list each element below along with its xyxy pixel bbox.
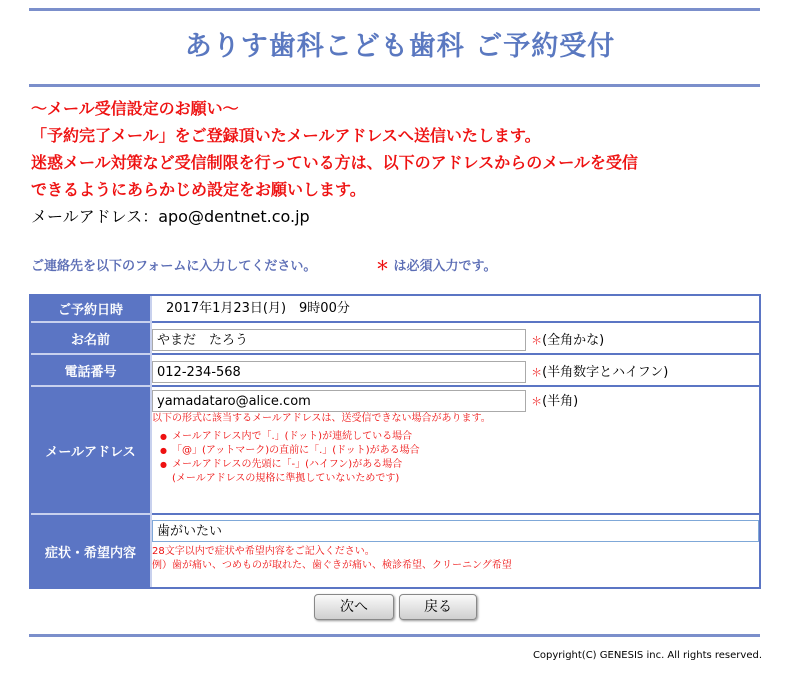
symptom-input[interactable]: 歯がいたい [152, 520, 759, 542]
email-warning-item: ● メールアドレス内で「.」(ドット)が連続している場合 [172, 430, 759, 444]
date-value: 2017年1月23日(月) 9時00分 [166, 301, 350, 316]
required-note [376, 255, 497, 274]
title-rule [29, 84, 760, 87]
notice-line-1: 「予約完了メール」をご登録頂いたメールアドレスへ送信いたします。 [31, 126, 541, 145]
name-label: お名前 [31, 323, 152, 355]
notice-line-3: できるようにあらかじめ設定をお願いします。 [31, 180, 366, 199]
symptom-hint: 28文字以内で症状や希望内容をご記入ください。 [152, 546, 375, 557]
row-date [31, 296, 759, 323]
email-warning-footnote: (メールアドレスの規格に準拠していないためです) [172, 473, 400, 484]
email-label: メールアドレス [31, 387, 152, 515]
email-input[interactable]: yamadataro@alice.com [152, 390, 526, 412]
email-warning-item: ● 「@」(アットマーク)の直前に「.」(ドット)がある場合 [172, 444, 759, 458]
mail-notice [31, 95, 771, 230]
bottom-rule [29, 634, 760, 637]
required-text: は必須入力です。 [393, 259, 497, 274]
phone-required-star: ＊ [531, 365, 543, 379]
notice-address: メールアドレス：apo@dentnet.co.jp [31, 207, 310, 226]
email-note: (半角) [542, 394, 579, 409]
top-rule [29, 8, 760, 11]
email-warning-item: ● メールアドレスの先頭に「-」(ハイフン)がある場合 [172, 458, 759, 472]
email-warning-list [152, 430, 759, 486]
email-warning: 以下の形式に該当するメールアドレスは、送受信できない場合があります。 [152, 413, 491, 424]
phone-note: (半角数字とハイフン) [542, 364, 669, 380]
name-input[interactable]: やまだ たろう [152, 329, 526, 351]
page-title: ありす歯科こども歯科 ご予約受付 [184, 31, 616, 62]
name-note: (全角かな) [542, 332, 605, 348]
next-button[interactable]: 次へ [314, 594, 394, 620]
notice-line-2: 迷惑メール対策など受信制限を行っている方は、以下のアドレスからのメールを受信 [31, 153, 638, 172]
date-label: ご予約日時 [31, 296, 152, 323]
row-symptom [31, 515, 759, 587]
name-required-star: ＊ [531, 333, 543, 347]
row-phone [31, 355, 759, 387]
row-email [31, 387, 759, 515]
symptom-label: 症状・希望内容 [31, 515, 152, 587]
phone-label: 電話番号 [31, 355, 152, 387]
symptom-example: 例）歯が痛い、つめものが取れた、歯ぐきが痛い、検診希望、クリーニング希望 [152, 560, 512, 571]
reservation-form [29, 294, 761, 589]
row-name [31, 323, 759, 355]
form-guide: ご連絡先を以下のフォームに入力してください。 [31, 259, 317, 274]
phone-input[interactable]: 012-234-568 [152, 361, 526, 383]
notice-heading: 〜メール受信設定のお願い〜 [31, 99, 239, 118]
required-star: ＊ [376, 259, 390, 274]
copyright: Copyright(C) GENESIS inc. All rights reserved. [532, 650, 762, 661]
back-button[interactable]: 戻る [399, 594, 477, 620]
email-required-star: ＊ [531, 395, 543, 408]
